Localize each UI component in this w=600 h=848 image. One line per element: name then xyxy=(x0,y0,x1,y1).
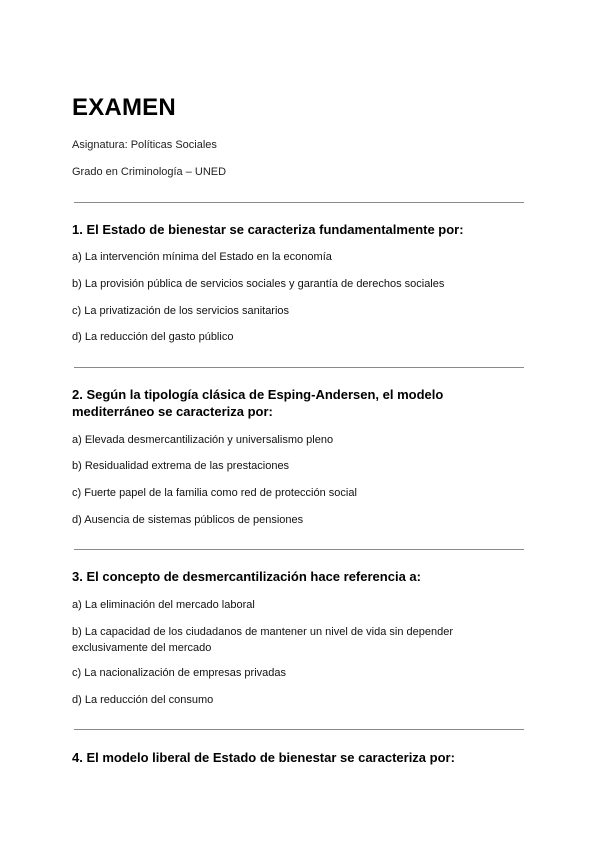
question-1-option-d: d) La reducción del gasto público xyxy=(72,331,234,343)
question-3-option-d: d) La reducción del consumo xyxy=(72,694,214,706)
question-3-option-c: c) La nacionalización de empresas privadas xyxy=(72,667,287,679)
section-divider xyxy=(74,729,524,730)
section-divider xyxy=(74,549,524,550)
question-3-text: 3. El concepto de desmercantilización hace referencia a: xyxy=(72,569,421,584)
question-3-option-a: a) La eliminación del mercado laboral xyxy=(72,599,255,611)
question-4-text: 4. El modelo liberal de Estado de bienestar se caracteriza por: xyxy=(72,750,455,765)
question-2-text: 2. Según la tipología clásica de Esping-Andersen, el modelo mediterráneo se caracteriza por: xyxy=(72,387,444,419)
question-1-text: 1. El Estado de bienestar se caracteriza fundamentalmente por: xyxy=(72,222,464,237)
degree-line: Grado en Criminología – UNED xyxy=(72,166,227,178)
question-1-option-b: b) La provisión pública de servicios sociales y garantía de derechos sociales xyxy=(72,278,445,290)
question-2-option-c: c) Fuerte papel de la familia como red de protección social xyxy=(72,487,357,499)
question-3-option-b: b) La capacidad de los ciudadanos de mantener un nivel de vida sin depender exclusivamente del mercado xyxy=(72,626,453,654)
page-title: EXAMEN xyxy=(72,94,176,121)
section-divider xyxy=(74,202,524,203)
question-2-option-d: d) Ausencia de sistemas públicos de pensiones xyxy=(72,514,304,526)
question-1-option-a: a) La intervención mínima del Estado en la economía xyxy=(72,251,332,263)
subject-line: Asignatura: Políticas Sociales xyxy=(72,139,217,151)
question-1-option-c: c) La privatización de los servicios sanitarios xyxy=(72,305,290,317)
question-2-option-a: a) Elevada desmercantilización y universalismo pleno xyxy=(72,434,334,446)
section-divider xyxy=(74,367,524,368)
question-2-option-b: b) Residualidad extrema de las prestaciones xyxy=(72,460,290,472)
